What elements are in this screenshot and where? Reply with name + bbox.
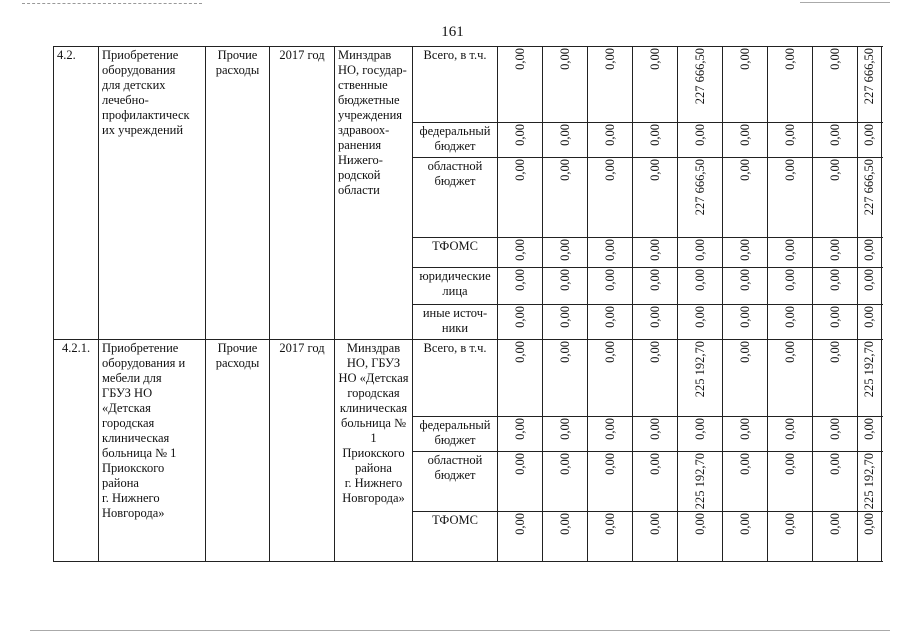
funding-source: ТФОМС [413, 512, 498, 562]
amount-cell [588, 340, 633, 417]
amount-value: 0,00 [692, 124, 707, 146]
section-name [99, 340, 206, 562]
amount-value: 0,00 [692, 239, 707, 261]
amount-cell [498, 305, 543, 340]
amount-cell [498, 512, 543, 562]
funding-source: Всего, в т.ч. [413, 340, 498, 417]
amount-cell [633, 452, 678, 512]
amount-value: 0,00 [737, 124, 752, 146]
amount-value: 0,00 [647, 453, 662, 475]
text-line: ранения [338, 138, 382, 152]
amount-value: 0,00 [557, 159, 572, 181]
amount-cell [858, 47, 882, 123]
scan-artifact-line [30, 630, 890, 631]
amount-value: 0,00 [512, 341, 527, 363]
amount-value: 0,00 [512, 269, 527, 291]
amount-cell [498, 123, 543, 158]
amount-cell [588, 158, 633, 238]
funding-source: ТФОМС [413, 238, 498, 268]
amount-value: 0,00 [862, 513, 876, 535]
amount-cell [858, 340, 882, 417]
amount-cell [588, 123, 633, 158]
amount-cell [633, 512, 678, 562]
text-line: района [355, 461, 392, 475]
amount-value: 0,00 [557, 124, 572, 146]
amount-value: 0,00 [647, 341, 662, 363]
amount-value: 0,00 [782, 124, 797, 146]
amount-value: 0,00 [557, 48, 572, 70]
amount-value: 0,00 [557, 513, 572, 535]
amount-value: 0,00 [557, 306, 572, 328]
amount-cell [723, 268, 768, 305]
amount-cell [813, 340, 858, 417]
amount-cell [768, 238, 813, 268]
amount-cell [768, 452, 813, 512]
amount-value: 0,00 [827, 513, 842, 535]
amount-cell [498, 238, 543, 268]
amount-cell [858, 305, 882, 340]
amount-cell [588, 47, 633, 123]
amount-value: 0,00 [692, 306, 707, 328]
amount-cell [588, 238, 633, 268]
amount-cell [768, 123, 813, 158]
funding-source: областной бюджет [413, 452, 498, 512]
expense-type: Прочие расходы [206, 340, 270, 562]
funding-source: областной бюджет [413, 158, 498, 238]
amount-cell [633, 123, 678, 158]
amount-cell [813, 305, 858, 340]
amount-cell [678, 238, 723, 268]
amount-value: 0,00 [782, 239, 797, 261]
amount-value: 0,00 [647, 124, 662, 146]
amount-cell [588, 305, 633, 340]
text-line: оборудования [102, 63, 176, 77]
amount-value: 0,00 [737, 453, 752, 475]
amount-value: 0,00 [557, 239, 572, 261]
text-line: ГБУЗ НО [102, 386, 153, 400]
amount-value: 0,00 [737, 341, 752, 363]
amount-value: 0,00 [827, 48, 842, 70]
text-line: Минздрав [346, 341, 401, 355]
amount-cell [543, 452, 588, 512]
amount-value: 225 192,70 [692, 453, 707, 510]
amount-cell [543, 238, 588, 268]
amount-cell [633, 305, 678, 340]
amount-cell [858, 123, 882, 158]
section-code: 4.2.1. [54, 340, 99, 562]
amount-cell [678, 47, 723, 123]
amount-cell [723, 123, 768, 158]
amount-value: 0,00 [647, 513, 662, 535]
scan-artifact-line [800, 2, 890, 3]
amount-cell [813, 123, 858, 158]
amount-cell [723, 452, 768, 512]
amount-value: 0,00 [512, 124, 527, 146]
text-line: оборудования и [102, 356, 186, 370]
text-line: городская [102, 416, 155, 430]
amount-value: 0,00 [827, 159, 842, 181]
amount-value: 0,00 [782, 418, 797, 440]
amount-cell [633, 417, 678, 452]
amount-cell [858, 158, 882, 238]
amount-value: 227 666,50 [692, 159, 707, 216]
amount-value: 0,00 [692, 418, 707, 440]
amount-cell [858, 417, 882, 452]
amount-cell [813, 417, 858, 452]
amount-value: 0,00 [512, 48, 527, 70]
text-line: больница № [340, 416, 407, 430]
funding-source: федеральный бюджет [413, 123, 498, 158]
amount-value: 227 666,50 [862, 159, 876, 216]
amount-value: 0,00 [512, 159, 527, 181]
amount-value: 0,00 [862, 124, 876, 146]
amount-value: 0,00 [647, 48, 662, 70]
amount-cell [633, 268, 678, 305]
amount-cell [633, 340, 678, 417]
amount-cell [633, 158, 678, 238]
amount-cell [723, 238, 768, 268]
executor [335, 47, 413, 340]
text-line: НО, государ- [338, 63, 407, 77]
amount-cell [768, 340, 813, 417]
amount-cell [813, 452, 858, 512]
amount-cell [858, 452, 882, 512]
amount-value: 0,00 [647, 269, 662, 291]
text-line: лечебно- [102, 93, 149, 107]
text-line: бюджетные [338, 93, 400, 107]
amount-value: 0,00 [827, 306, 842, 328]
amount-value: 0,00 [737, 306, 752, 328]
amount-cell [813, 512, 858, 562]
amount-cell [678, 123, 723, 158]
text-line: г. Нижнего [344, 476, 403, 490]
amount-cell [543, 340, 588, 417]
amount-value: 0,00 [737, 48, 752, 70]
amount-cell [768, 305, 813, 340]
amount-cell [813, 238, 858, 268]
amount-value: 0,00 [827, 269, 842, 291]
amount-value: 0,00 [602, 513, 617, 535]
amount-cell [858, 512, 882, 562]
text-line: для детских [102, 78, 166, 92]
text-line: больница № 1 [102, 446, 177, 460]
amount-cell [543, 305, 588, 340]
amount-cell [768, 417, 813, 452]
amount-value: 225 192,70 [692, 341, 707, 398]
text-line: Новгорода» [342, 491, 405, 505]
amount-value: 0,00 [862, 239, 876, 261]
amount-value: 0,00 [602, 418, 617, 440]
amount-cell [858, 268, 882, 305]
amount-value: 0,00 [737, 513, 752, 535]
text-line: родской [338, 168, 381, 182]
amount-value: 0,00 [862, 306, 876, 328]
amount-value: 0,00 [782, 341, 797, 363]
amount-cell [858, 238, 882, 268]
text-line: клиническая [339, 401, 408, 415]
text-line: района [102, 476, 139, 490]
page-number: 161 [441, 24, 464, 40]
amount-value: 0,00 [827, 418, 842, 440]
amount-value: 0,00 [512, 239, 527, 261]
amount-cell [813, 268, 858, 305]
text-line: Новгорода» [102, 506, 165, 520]
amount-cell [498, 268, 543, 305]
amount-cell [498, 158, 543, 238]
amount-value: 227 666,50 [862, 48, 876, 105]
amount-cell [543, 123, 588, 158]
amount-value: 0,00 [602, 453, 617, 475]
text-line: их учреждений [102, 123, 184, 137]
amount-value: 0,00 [557, 418, 572, 440]
amount-value: 0,00 [602, 159, 617, 181]
amount-cell [768, 158, 813, 238]
amount-value: 0,00 [602, 341, 617, 363]
text-line: Минздрав [338, 48, 392, 62]
executor [335, 340, 413, 562]
amount-cell [723, 47, 768, 123]
amount-value: 0,00 [557, 269, 572, 291]
expense-type: Прочие расходы [206, 47, 270, 340]
amount-value: 0,00 [692, 269, 707, 291]
amount-value: 0,00 [557, 453, 572, 475]
table-row [54, 340, 882, 417]
amount-cell [498, 452, 543, 512]
amount-cell [633, 47, 678, 123]
amount-value: 227 666,50 [692, 48, 707, 105]
amount-cell [498, 47, 543, 123]
amount-value: 0,00 [827, 453, 842, 475]
amount-cell [723, 512, 768, 562]
budget-table [53, 46, 882, 562]
text-line: мебели для [102, 371, 162, 385]
amount-cell [588, 452, 633, 512]
amount-value: 0,00 [782, 306, 797, 328]
amount-value: 0,00 [602, 306, 617, 328]
amount-value: 225 192,70 [862, 453, 876, 510]
amount-cell [678, 512, 723, 562]
amount-cell [588, 512, 633, 562]
amount-cell [543, 417, 588, 452]
amount-cell [723, 340, 768, 417]
text-line: клиническая [102, 431, 170, 445]
amount-cell [543, 512, 588, 562]
amount-value: 0,00 [782, 159, 797, 181]
amount-value: 0,00 [827, 239, 842, 261]
text-line: профилактическ [102, 108, 190, 122]
amount-cell [813, 158, 858, 238]
table-row [54, 47, 882, 123]
amount-value: 225 192,70 [862, 341, 876, 398]
amount-value: 0,00 [827, 341, 842, 363]
text-line: г. Нижнего [102, 491, 160, 505]
funding-source: федеральный бюджет [413, 417, 498, 452]
amount-value: 0,00 [647, 306, 662, 328]
amount-cell [633, 238, 678, 268]
amount-value: 0,00 [862, 418, 876, 440]
amount-value: 0,00 [827, 124, 842, 146]
funding-source: Всего, в т.ч. [413, 47, 498, 123]
amount-cell [723, 305, 768, 340]
amount-cell [543, 47, 588, 123]
amount-value: 0,00 [647, 239, 662, 261]
text-line: Приобретение [102, 48, 179, 62]
funding-source: юридические лица [413, 268, 498, 305]
amount-value: 0,00 [782, 269, 797, 291]
text-line: области [338, 183, 380, 197]
amount-cell [543, 268, 588, 305]
amount-cell [678, 417, 723, 452]
amount-value: 0,00 [737, 159, 752, 181]
amount-cell [768, 268, 813, 305]
text-line: ственные [338, 78, 388, 92]
amount-value: 0,00 [737, 239, 752, 261]
scan-artifact-line [22, 3, 202, 4]
text-line: Приокского [102, 461, 165, 475]
amount-value: 0,00 [647, 418, 662, 440]
amount-cell [588, 268, 633, 305]
amount-value: 0,00 [647, 159, 662, 181]
amount-cell [678, 340, 723, 417]
amount-value: 0,00 [782, 513, 797, 535]
text-line: Нижего- [338, 153, 383, 167]
amount-cell [588, 417, 633, 452]
text-line: 1 [370, 431, 377, 445]
amount-cell [498, 340, 543, 417]
funding-source: иные источ-ники [413, 305, 498, 340]
amount-value: 0,00 [602, 239, 617, 261]
amount-value: 0,00 [602, 269, 617, 291]
text-line: НО «Детская [338, 371, 409, 385]
amount-cell [678, 305, 723, 340]
amount-value: 0,00 [602, 48, 617, 70]
amount-cell [768, 512, 813, 562]
text-line: НО, ГБУЗ [346, 356, 401, 370]
amount-cell [813, 47, 858, 123]
amount-cell [723, 417, 768, 452]
amount-value: 0,00 [782, 453, 797, 475]
amount-cell [678, 268, 723, 305]
amount-value: 0,00 [692, 513, 707, 535]
section-name [99, 47, 206, 340]
amount-value: 0,00 [602, 124, 617, 146]
text-line: Приобретение [102, 341, 179, 355]
text-line: учреждения [338, 108, 403, 122]
text-line: Приокского [342, 446, 405, 460]
amount-value: 0,00 [512, 306, 527, 328]
amount-cell [498, 417, 543, 452]
amount-value: 0,00 [557, 341, 572, 363]
year: 2017 год [270, 340, 335, 562]
section-code: 4.2. [54, 47, 99, 340]
text-line: «Детская [102, 401, 151, 415]
year: 2017 год [270, 47, 335, 340]
amount-value: 0,00 [782, 48, 797, 70]
text-line: здравоох- [338, 123, 390, 137]
amount-cell [768, 47, 813, 123]
amount-value: 0,00 [512, 513, 527, 535]
amount-value: 0,00 [512, 418, 527, 440]
amount-value: 0,00 [737, 269, 752, 291]
amount-value: 0,00 [512, 453, 527, 475]
amount-cell [723, 158, 768, 238]
amount-value: 0,00 [737, 418, 752, 440]
amount-cell [678, 158, 723, 238]
text-line: городская [347, 386, 400, 400]
amount-value: 0,00 [862, 269, 876, 291]
amount-cell [543, 158, 588, 238]
amount-cell [678, 452, 723, 512]
